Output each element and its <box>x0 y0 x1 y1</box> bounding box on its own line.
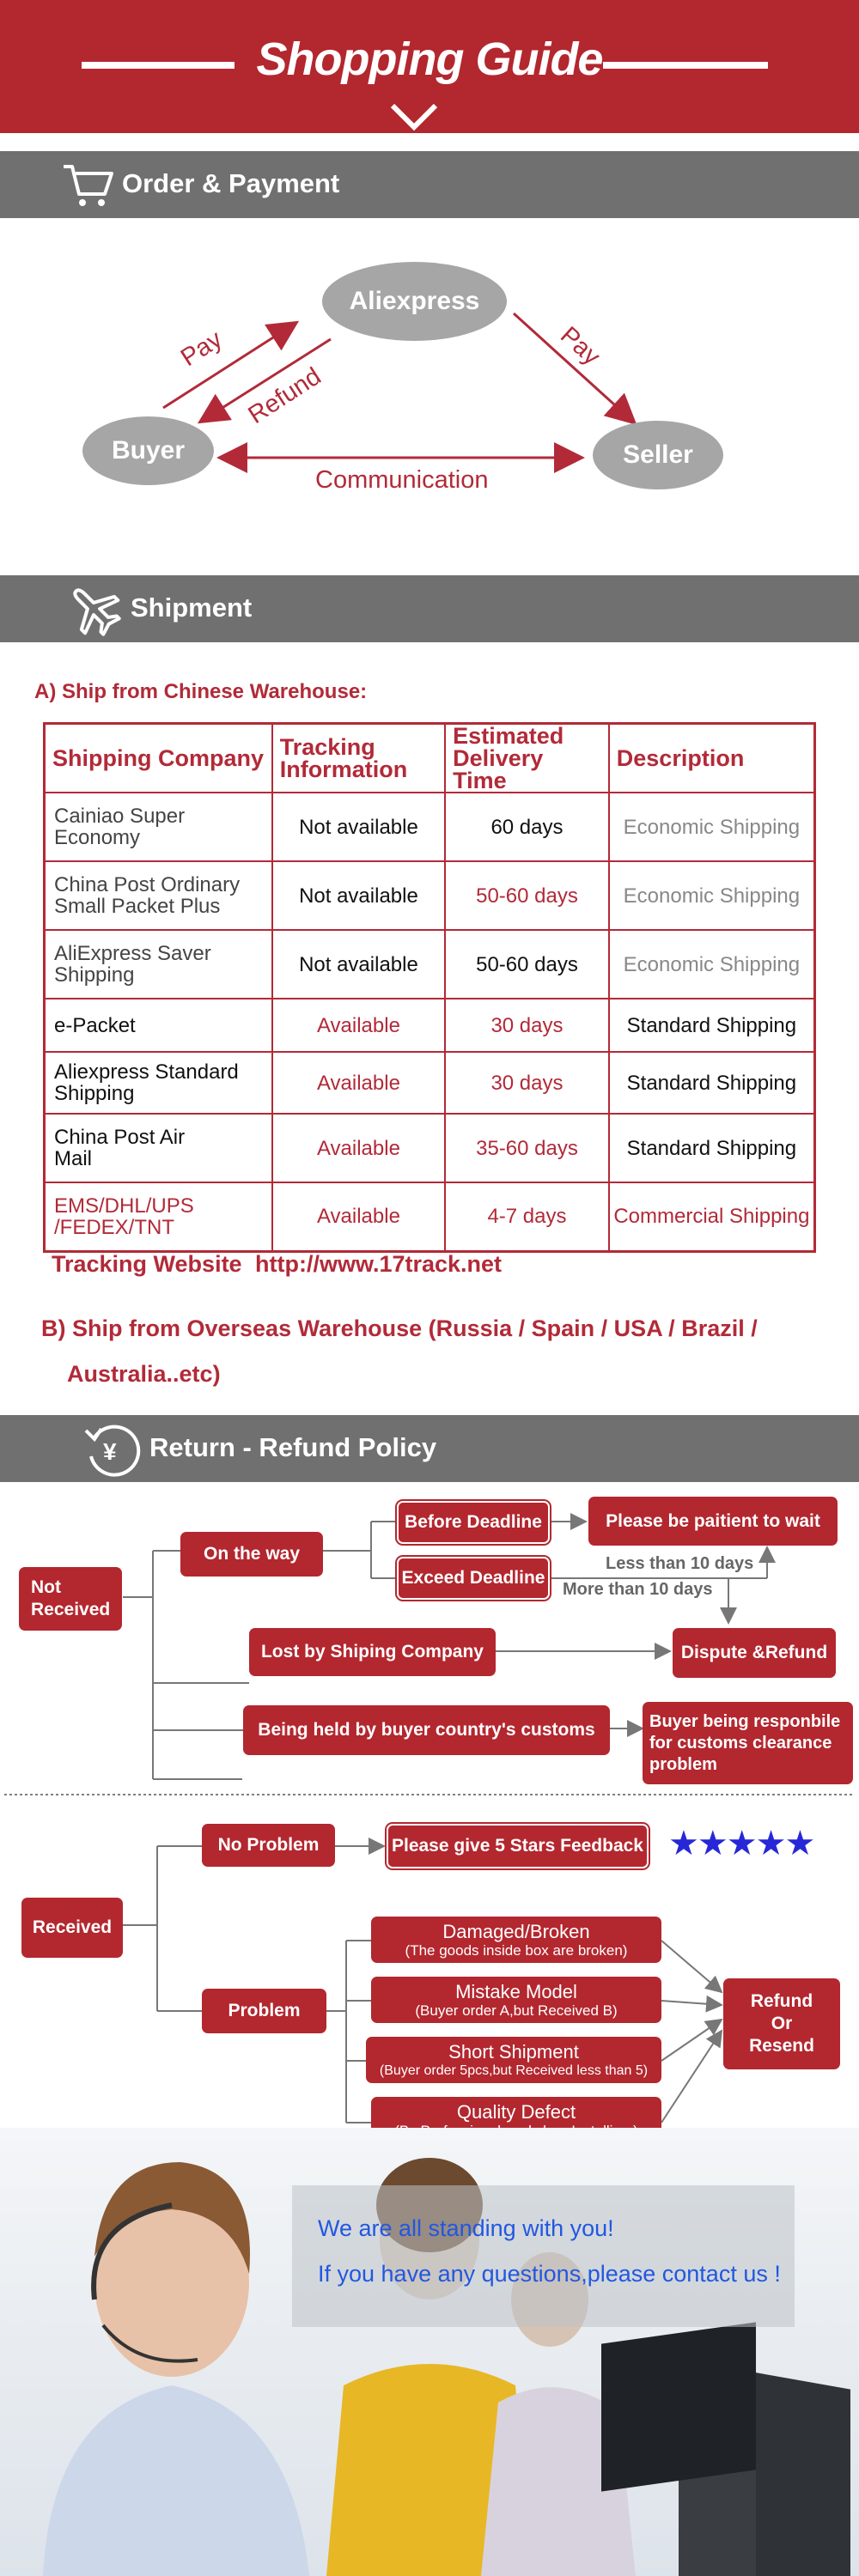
label-less-than-10-days: Less than 10 days <box>606 1554 754 1573</box>
table-cell: Available <box>272 1114 445 1182</box>
node-exceed-deadline: Exceed Deadline <box>397 1557 550 1600</box>
issue-title: Quality Defect <box>456 2100 576 2123</box>
contact-line-2: If you have any questions,please contact us ! <box>318 2261 781 2287</box>
table-cell: Aliexpress Standard Shipping <box>45 1052 272 1114</box>
table-header: Description <box>609 724 815 793</box>
star-rating-icon: ★★★★★ <box>668 1825 814 1862</box>
issue-mistake-model <box>371 1977 661 2023</box>
table-row <box>45 1114 815 1182</box>
issue-detail: (The goods inside box are broken) <box>405 1941 628 1959</box>
table-cell: 60 days <box>445 793 609 861</box>
node-no-problem: No Problem <box>202 1824 335 1867</box>
node-aliexpress: Aliexpress <box>322 262 507 341</box>
table-row <box>45 1182 815 1251</box>
table-cell: Cainiao Super Economy <box>45 793 272 861</box>
table-row <box>45 999 815 1052</box>
section-bar-refund <box>0 1415 859 1482</box>
contact-line-1: We are all standing with you! <box>318 2215 614 2241</box>
table-header: Shipping Company <box>45 724 272 793</box>
issue-title: Mistake Model <box>455 1980 577 2002</box>
table-cell: Available <box>272 1182 445 1251</box>
subheading-overseas-warehouse-cont: Australia..etc) <box>67 1361 221 1387</box>
issue-detail: (Buyer order A,but Received B) <box>415 2002 618 2019</box>
node-before-deadline: Before Deadline <box>397 1501 550 1544</box>
edge-label-communication: Communication <box>315 466 489 494</box>
table-cell: Not available <box>272 861 445 930</box>
table-cell: 35-60 days <box>445 1114 609 1182</box>
subheading-chinese-warehouse: A) Ship from Chinese Warehouse: <box>34 680 368 703</box>
node-problem: Problem <box>202 1989 326 2033</box>
tracking-link[interactable]: http://www.17track.net <box>255 1251 503 1277</box>
node-on-the-way: On the way <box>180 1532 323 1577</box>
edge-label-pay-left: Pay <box>176 325 228 373</box>
table-cell: Not available <box>272 930 445 999</box>
table-cell: Available <box>272 1052 445 1114</box>
section-title: Return - Refund Policy <box>149 1432 437 1462</box>
table-cell: Not available <box>272 793 445 861</box>
table-cell: Economic Shipping <box>609 861 815 930</box>
svg-text:¥: ¥ <box>103 1438 117 1465</box>
label-more-than-10-days: More than 10 days <box>563 1580 713 1599</box>
table-header: Tracking Information <box>272 724 445 793</box>
table-cell: Available <box>272 999 445 1052</box>
section-title: Order & Payment <box>122 168 340 198</box>
issue-title: Damaged/Broken <box>442 1920 590 1942</box>
table-cell: 30 days <box>445 1052 609 1114</box>
page-title: Shopping Guide <box>256 33 603 85</box>
contact-message-box <box>292 2185 795 2327</box>
table-row <box>45 793 815 861</box>
shipping-table <box>43 722 816 1253</box>
section-bar-shipment <box>0 575 859 642</box>
issue-short-shipment <box>366 2037 661 2083</box>
edge-label-refund: Refund <box>243 362 326 429</box>
cart-icon <box>60 161 115 208</box>
table-cell: Standard Shipping <box>609 999 815 1052</box>
node-lost-by-shipping: Lost by Shiping Company <box>249 1628 496 1676</box>
table-cell: 50-60 days <box>445 861 609 930</box>
node-five-star-feedback: Please give 5 Stars Feedback <box>387 1824 649 1868</box>
node-dispute-refund: Dispute &Refund <box>673 1628 836 1678</box>
table-cell: China Post Air Mail <box>45 1114 272 1182</box>
node-buyer: Buyer <box>82 416 214 485</box>
table-header: Estimated Delivery Time <box>445 724 609 793</box>
table-cell: e-Packet <box>45 999 272 1052</box>
yen-return-icon <box>82 1422 141 1477</box>
tracking-label: Tracking Website <box>52 1251 242 1277</box>
node-held-by-customs: Being held by buyer country's customs <box>243 1705 610 1755</box>
issue-detail: (Buyer order 5pcs,but Received less than 5) <box>379 2063 649 2078</box>
node-refund-or-resend: Refund Or Resend <box>723 1978 840 2069</box>
table-cell: Standard Shipping <box>609 1114 815 1182</box>
node-customs-responsibility: Buyer being responbile for customs clearance problem <box>643 1702 853 1784</box>
table-cell: 30 days <box>445 999 609 1052</box>
node-seller: Seller <box>593 421 723 489</box>
table-cell: AliExpress Saver Shipping <box>45 930 272 999</box>
table-cell: China Post Ordinary Small Packet Plus <box>45 861 272 930</box>
table-cell: Standard Shipping <box>609 1052 815 1114</box>
node-received: Received <box>21 1898 123 1958</box>
section-bar-order-payment <box>0 151 859 218</box>
node-not-received: Not Received <box>19 1567 122 1631</box>
subheading-overseas-warehouse: B) Ship from Overseas Warehouse (Russia / Spain / USA / Brazil / <box>41 1315 758 1341</box>
table-cell: Commercial Shipping <box>609 1182 815 1251</box>
node-please-wait: Please be paitient to wait <box>588 1497 838 1546</box>
table-row <box>45 1052 815 1114</box>
issue-damaged <box>371 1917 661 1963</box>
section-title: Shipment <box>131 592 253 623</box>
edge-label-pay-right: Pay <box>555 321 606 371</box>
chevron-down-icon <box>388 101 440 134</box>
issue-title: Short Shipment <box>448 2040 579 2063</box>
table-cell: 50-60 days <box>445 930 609 999</box>
table-cell: Economic Shipping <box>609 793 815 861</box>
table-cell: EMS/DHL/UPS /FEDEX/TNT <box>45 1182 272 1251</box>
airplane-icon <box>65 580 122 637</box>
table-row <box>45 861 815 930</box>
table-cell: 4-7 days <box>445 1182 609 1251</box>
table-cell: Economic Shipping <box>609 930 815 999</box>
table-row <box>45 930 815 999</box>
